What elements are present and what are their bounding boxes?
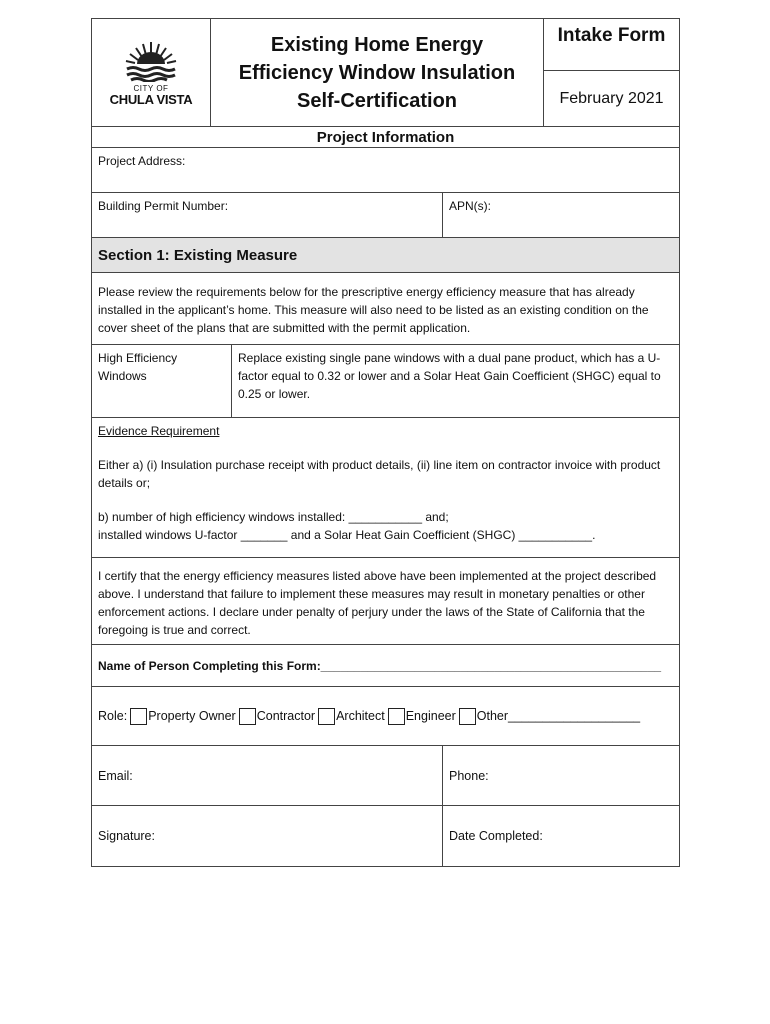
title-cell — [211, 19, 544, 126]
project-address-label: Project Address: — [98, 154, 186, 168]
form-date: February 2021 — [559, 89, 664, 107]
apn-field[interactable] — [443, 193, 679, 237]
evidence-option-a: Either a) (i) Insulation purchase receipt with product details, (ii) line item on contractor invoice with product details or; — [98, 458, 661, 490]
project-address-field[interactable] — [92, 148, 679, 193]
role-label: Role: — [98, 709, 128, 723]
checkbox-other[interactable] — [459, 708, 476, 725]
measure-row — [92, 345, 679, 418]
section-1-heading-bar — [92, 238, 679, 273]
section-1-title: Section 1: Existing Measure — [98, 246, 298, 264]
evidence-option-b-line1: b) number of high efficiency windows installed: ___________ and; — [98, 510, 449, 524]
checkbox-contractor[interactable] — [239, 708, 256, 725]
role-option-engineer[interactable] — [385, 708, 456, 725]
role-other-label: Other___________________ — [476, 709, 641, 723]
phone-field[interactable] — [443, 746, 679, 805]
signature-label: Signature: — [98, 829, 155, 843]
email-field[interactable] — [92, 746, 443, 805]
project-info-heading: Project Information — [92, 127, 679, 148]
form-header — [92, 19, 679, 127]
role-option-contractor[interactable] — [236, 708, 315, 725]
checkbox-engineer[interactable] — [388, 708, 405, 725]
evidence-section — [92, 418, 679, 558]
evidence-heading: Evidence Requirement — [98, 424, 220, 438]
sun-waves-icon — [123, 40, 179, 82]
date-completed-field[interactable] — [443, 806, 679, 866]
role-option-property-owner[interactable] — [127, 708, 236, 725]
contact-row — [92, 746, 679, 806]
building-permit-field[interactable] — [92, 193, 443, 237]
city-logo — [92, 19, 211, 126]
name-field[interactable] — [92, 645, 679, 687]
checkbox-property-owner[interactable] — [130, 708, 147, 725]
date-cell — [544, 71, 679, 126]
form-title: Existing Home Energy Efficiency Window Insulation Self-Certification — [238, 33, 516, 112]
section-1-intro: Please review the requirements below for the prescriptive energy efficiency measure that has already installed in the applicant’s home. This measure will also need to be listed as an existing condition on the cover sheet of the plans that are submitted with the permit application. — [92, 273, 679, 345]
role-architect-label: Architect — [336, 709, 385, 723]
certification-statement: I certify that the energy efficiency measures listed above have been implemented at the project described above. I understand that failure to implement these measures may result in monetary penalties or other enforcement actions. I declare under penalty of perjury under the laws of the State of California that the foregoing is true and correct. — [92, 558, 679, 645]
role-option-architect[interactable] — [315, 708, 385, 725]
role-engineer-label: Engineer — [405, 709, 456, 723]
checkbox-architect[interactable] — [318, 708, 335, 725]
form-type: Intake Form — [557, 25, 666, 46]
email-label: Email: — [98, 768, 133, 783]
name-label: Name of Person Completing this Form:___________________________________________________ — [98, 658, 662, 673]
building-permit-label: Building Permit Number: — [98, 199, 229, 213]
role-property-owner-label: Property Owner — [148, 709, 236, 723]
role-option-other[interactable] — [456, 708, 640, 725]
signature-field[interactable] — [92, 806, 443, 866]
logo-city-name: CHULA VISTA — [109, 91, 193, 107]
logo-city-of: CITY OF — [133, 83, 169, 93]
measure-description: Replace existing single pane windows with a dual pane product, which has a U-factor equal to 0.32 or lower and a Solar Heat Gain Coefficient (SHGC) equal to 0.25 or lower. — [238, 351, 661, 401]
role-row — [92, 687, 679, 746]
role-contractor-label: Contractor — [256, 709, 316, 723]
meta-cell — [544, 19, 679, 126]
evidence-option-b-line2: installed windows U-factor _______ and a Solar Heat Gain Coefficient (SHGC) ___________. — [98, 528, 596, 542]
measure-name: High Efficiency Windows — [92, 345, 232, 417]
phone-label: Phone: — [449, 768, 489, 783]
signature-row — [92, 806, 679, 866]
permit-apn-row — [92, 193, 679, 238]
form-type-cell — [544, 19, 679, 71]
intake-form — [91, 18, 680, 867]
apn-label: APN(s): — [449, 199, 491, 213]
date-completed-label: Date Completed: — [449, 829, 543, 843]
